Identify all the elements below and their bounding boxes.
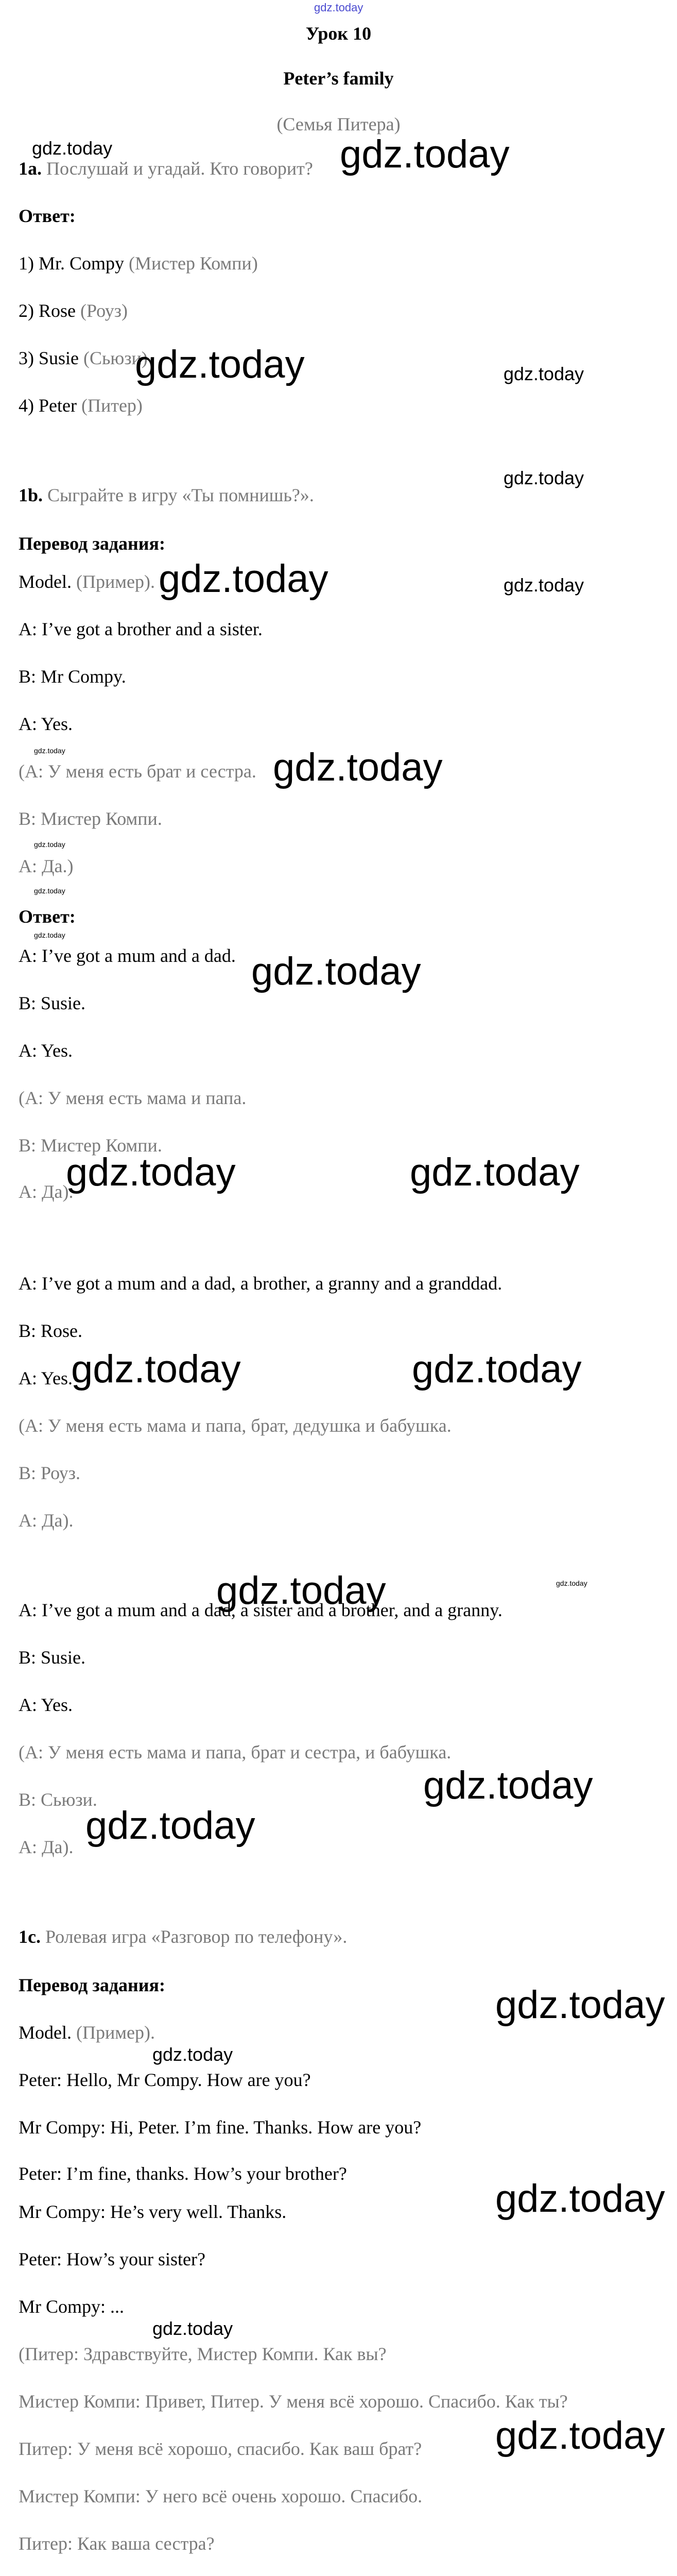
watermark: gdz.today [152,2318,233,2339]
watermark: gdz.today [504,467,584,488]
watermark: gdz.today [412,1347,582,1391]
dialogue-line: A: Yes. [19,1040,73,1061]
model-label-ru: (Пример). [76,2022,155,2043]
watermark: gdz.today [495,1983,665,2027]
watermark: gdz.today [504,363,584,384]
exercise-1b-number: 1b. [19,485,43,505]
watermark: gdz.today [34,931,65,939]
watermark: gdz.today [85,1804,255,1848]
translation-line: (А: У меня есть мама и папа, брат и сестра, и бабушка. [19,1742,452,1762]
answer-item-ru: (Мистер Компи) [129,253,258,274]
answer-item-ru: (Сьюзи) [83,348,148,368]
dialogue-line: A: I’ve got a mum and a dad, a sister and a brother, and a granny. [19,1600,502,1620]
watermark: gdz.today [159,557,328,601]
dialogue-line: Mr Compy: He’s very well. Thanks. [19,2201,287,2222]
model-label-en: Model. [19,571,72,592]
exercise-1b-task [19,484,314,506]
dialogue-line: B: Susie. [19,993,86,1013]
page-subtitle: (Семья Питера) [276,114,401,134]
dialogue-line: A: Yes. [19,1368,73,1388]
exercise-1b-text: Сыграйте в игру «Ты помнишь?». [47,485,314,505]
watermark: gdz.today [135,343,305,386]
watermark: gdz.today [34,840,65,849]
dialogue-line: Peter: Hello, Mr Compy. How are you? [19,2070,311,2090]
translation-line: А: Да). [19,1510,74,1531]
watermark: gdz.today [152,2044,233,2065]
dialogue-line: A: I’ve got a mum and a dad, a brother, a granny and a granddad. [19,1273,502,1294]
answer-item [19,300,128,321]
exercise-1b-translation-label: Перевод задания: [19,533,165,554]
watermark: gdz.today [340,132,510,176]
site-watermark-top: gdz.today [314,1,363,14]
answer-item-ru: (Роуз) [80,300,128,321]
translation-line: Питер: Как ваша сестра? [19,2533,215,2554]
dialogue-line: A: I’ve got a brother and a sister. [19,619,263,639]
translation-line: А: Да). [19,1837,74,1857]
dialogue-line: A: Yes. [19,714,73,734]
watermark: gdz.today [66,1150,236,1194]
answer-item-ru: (Питер) [81,395,143,416]
watermark: gdz.today [71,1347,241,1391]
watermark: gdz.today [32,138,113,159]
answer-item [19,252,258,274]
translation-line: (А: У меня есть мама и папа. [19,1088,247,1108]
model-label-en: Model. [19,2022,72,2043]
dialogue-line: B: Susie. [19,1647,86,1668]
answer-item-en: 4) Peter [19,395,77,416]
translation-line: А: Да). [19,1181,74,1202]
dialogue-line: A: I’ve got a mum and a dad. [19,945,236,966]
watermark: gdz.today [410,1150,580,1194]
translation-line: (А: У меня есть мама и папа, брат, дедушка и бабушка. [19,1415,452,1436]
answer-item [19,395,143,416]
translation-line: (А: У меня есть брат и сестра. [19,761,256,782]
page-title: Peter’s family [283,68,394,89]
translation-line: Мистер Компи: Привет, Питер. У меня всё хорошо. Спасибо. Как ты? [19,2391,568,2412]
model-label-ru: (Пример). [76,571,155,592]
translation-line: Питер: У меня всё хорошо, спасибо. Как ваш брат? [19,2438,422,2459]
translation-line: В: Сьюзи. [19,1789,97,1810]
dialogue-line: Mr Compy: Hi, Peter. I’m fine. Thanks. How are you? [19,2117,422,2138]
answer-item [19,347,148,369]
exercise-1c-task [19,1926,347,1947]
model-label [19,2022,155,2043]
watermark: gdz.today [251,950,421,993]
watermark: gdz.today [423,1764,593,1807]
exercise-1c-text: Ролевая игра «Разговор по телефону». [45,1926,348,1947]
dialogue-line: Peter: I’m fine, thanks. How’s your brother? [19,2163,347,2184]
dialogue-line: Peter: How’s your sister? [19,2249,205,2269]
watermark: gdz.today [34,747,65,755]
dialogue-line: B: Mr Compy. [19,666,126,687]
translation-line: В: Роуз. [19,1463,80,1483]
translation-line: (Питер: Здравствуйте, Мистер Компи. Как вы? [19,2344,387,2364]
answer-item-en: 1) Mr. Compy [19,253,125,274]
translation-line: В: Мистер Компи. [19,1135,162,1156]
exercise-1b-answer-label: Ответ: [19,906,76,927]
dialogue-line: A: Yes. [19,1694,73,1715]
watermark: gdz.today [495,2177,665,2221]
model-label [19,571,155,592]
translation-line: Мистер Компи: У него всё очень хорошо. Спасибо. [19,2486,423,2506]
watermark: gdz.today [504,574,584,596]
answer-item-en: 2) Rose [19,300,76,321]
exercise-1a-task [19,158,313,179]
watermark: gdz.today [556,1579,587,1587]
answer-item-en: 3) Susie [19,348,79,368]
translation-line: А: Да.) [19,856,74,876]
lesson-number: Урок 10 [305,23,372,44]
translation-line: В: Мистер Компи. [19,808,162,829]
watermark: gdz.today [273,745,443,789]
exercise-1a-number: 1a. [19,158,42,179]
exercise-1a-answer-label: Ответ: [19,206,76,226]
exercise-1c-number: 1c. [19,1926,41,1947]
exercise-1a-text: Послушай и угадай. Кто говорит? [46,158,313,179]
watermark: gdz.today [34,887,65,895]
watermark: gdz.today [495,2414,665,2458]
dialogue-line: Mr Compy: ... [19,2296,125,2317]
watermark: gdz.today [216,1569,386,1613]
dialogue-line: B: Rose. [19,1320,83,1341]
exercise-1c-translation-label: Перевод задания: [19,1975,165,1995]
